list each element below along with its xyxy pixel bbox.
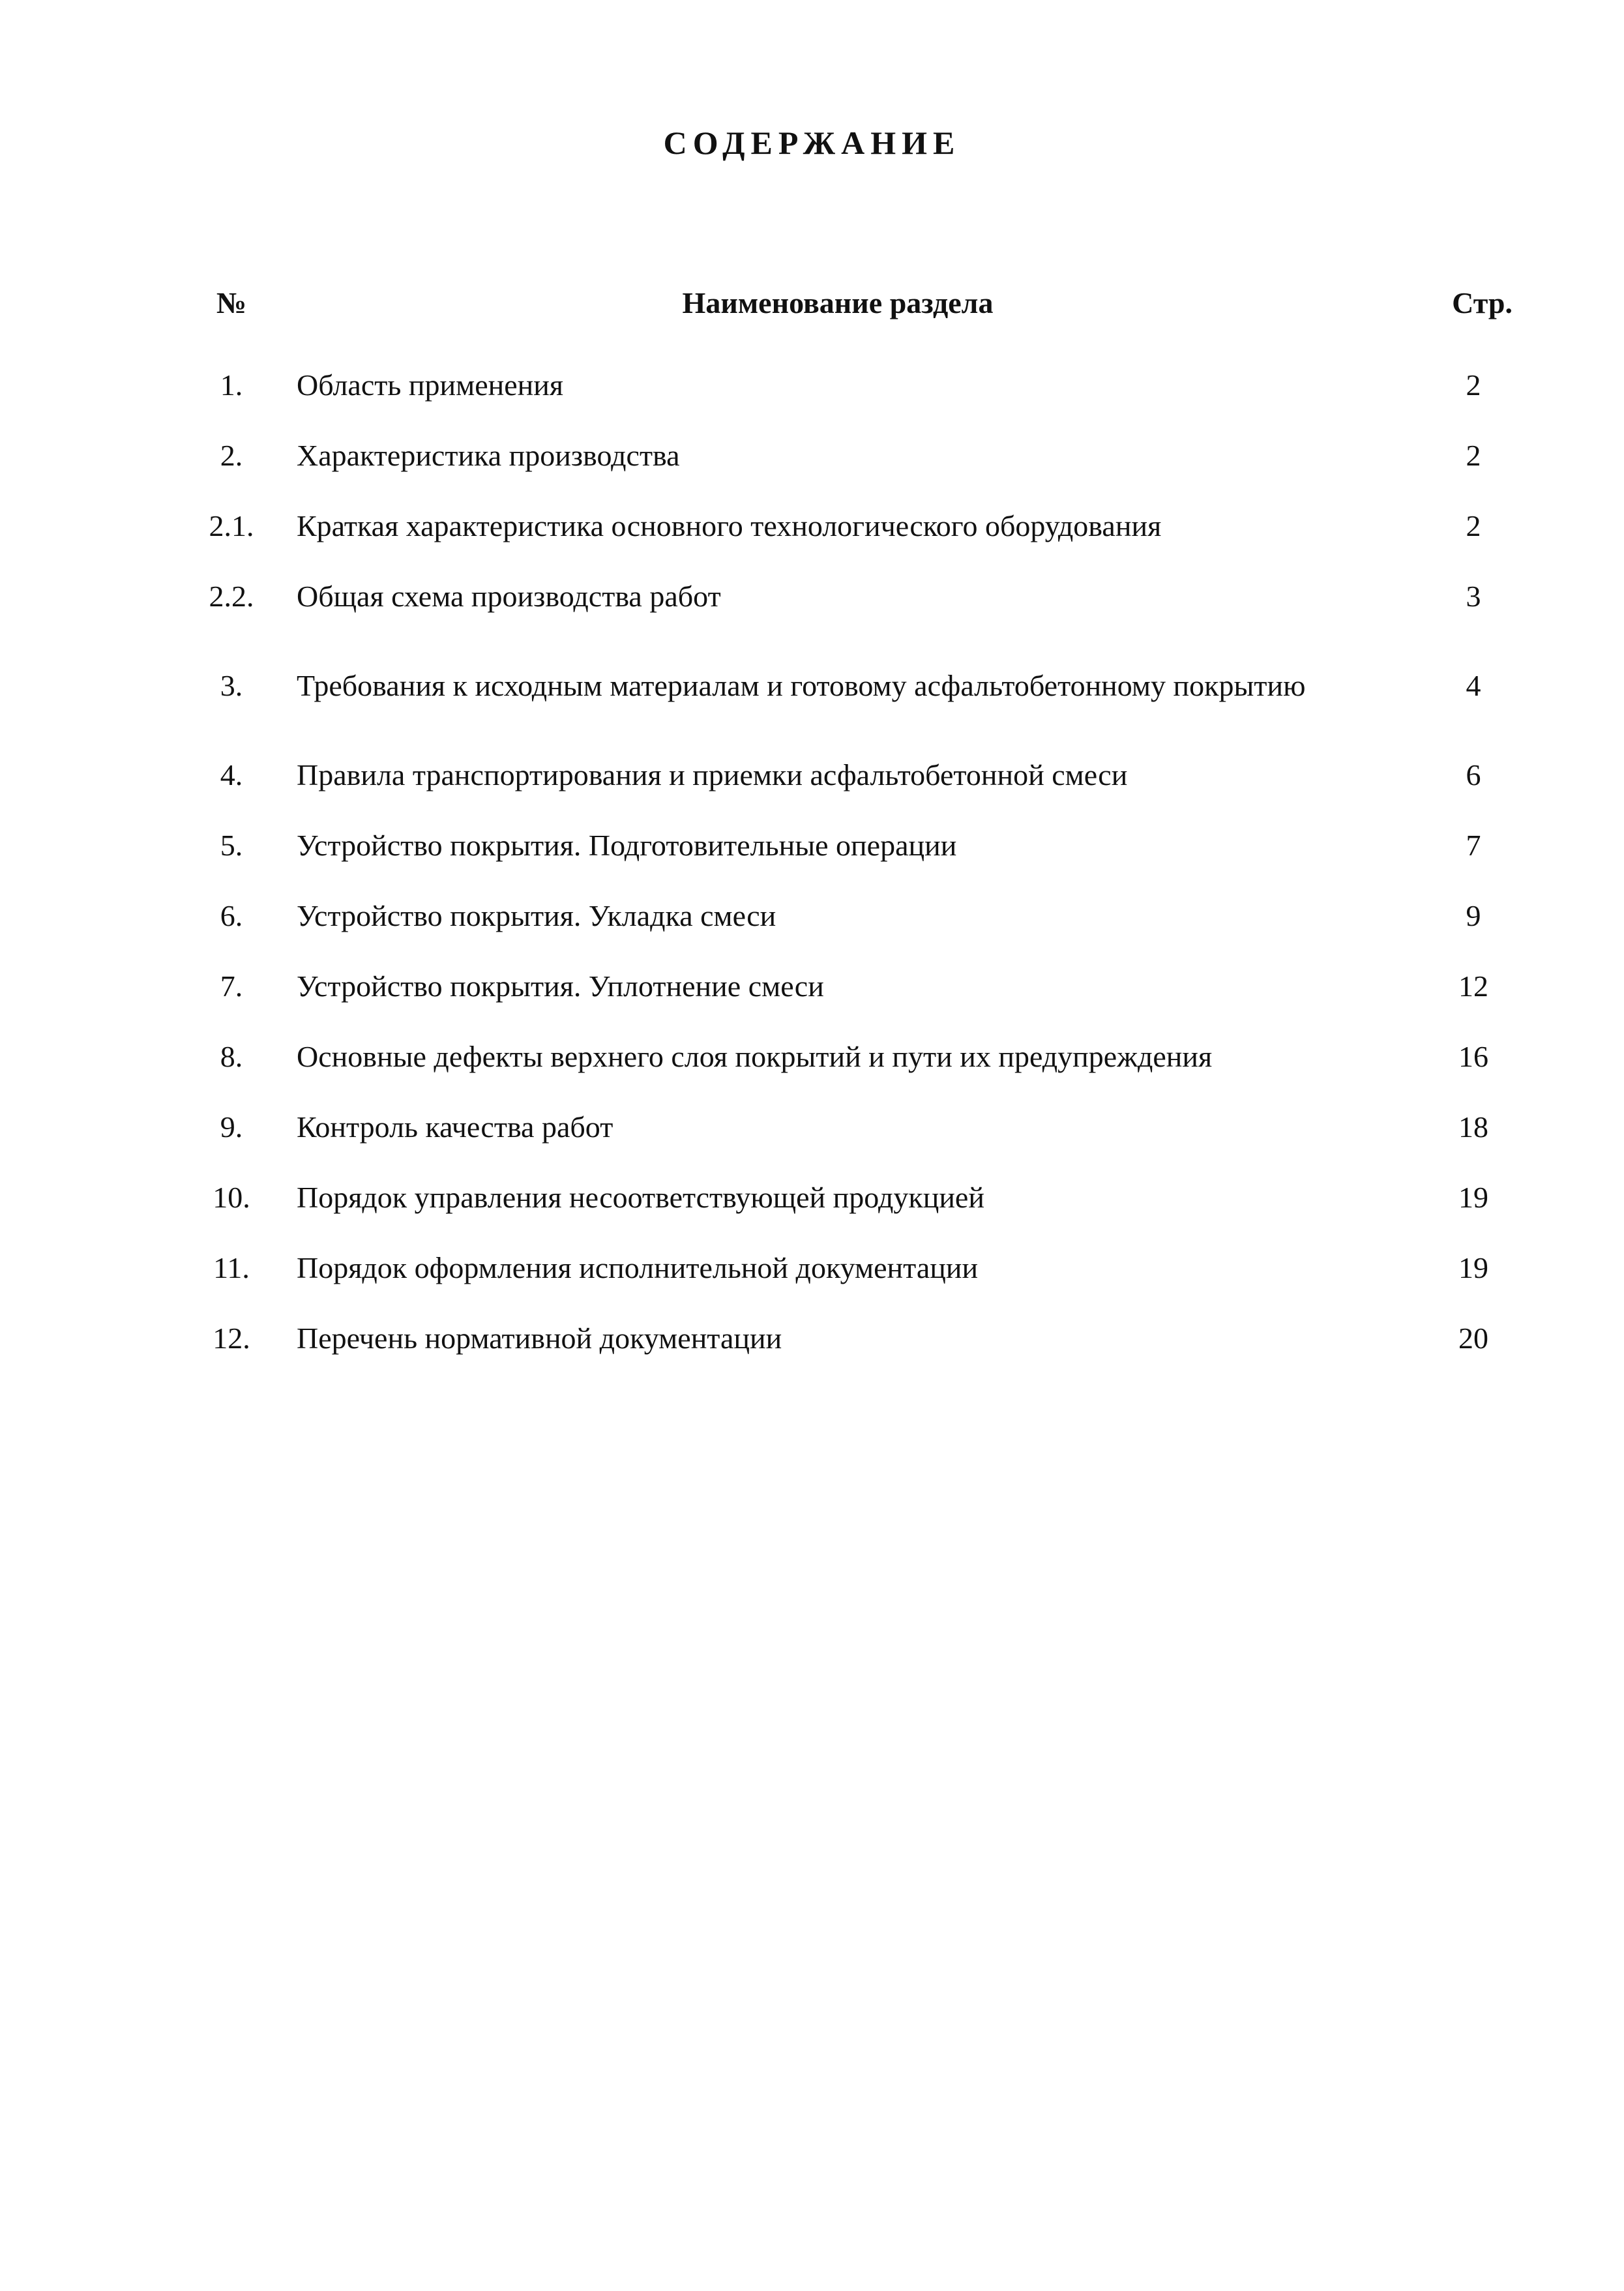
toc-header-row [196,280,1513,326]
section-title: Основные дефекты верхнего слоя покрытий и пути их предупреждения [297,1040,1213,1073]
section-title: Устройство покрытия. Укладка смеси [297,899,776,932]
page-number: 3 [1466,580,1481,613]
page-number: 2 [1466,509,1481,542]
section-number: 11. [213,1251,250,1284]
toc-row [196,740,1513,810]
toc-row [196,1233,1513,1303]
section-title: Общая схема производства работ [297,580,721,613]
page-title: СОДЕРЖАНИЕ [663,125,961,161]
section-title: Требования к исходным материалам и готовому асфальтобетонному покрытию [297,669,1306,702]
section-title: Порядок управления несоответствующей продукцией [297,1181,984,1214]
toc-row [196,421,1513,491]
toc-row [196,350,1513,421]
page-number: 6 [1466,758,1481,791]
page-number: 16 [1458,1040,1488,1073]
toc-row [196,1092,1513,1162]
section-number: 5. [220,829,243,862]
section-title: Правила транспортирования и приемки асфальтобетонной смеси [297,758,1128,791]
section-number: 8. [220,1040,243,1073]
section-title: Устройство покрытия. Подготовительные операции [297,829,957,862]
section-number: 10. [213,1181,250,1214]
section-title: Устройство покрытия. Уплотнение смеси [297,969,824,1003]
section-title: Характеристика производства [297,439,680,472]
section-number: 2.1. [209,509,254,542]
page-number: 18 [1458,1110,1488,1144]
section-title: Порядок оформления исполнительной документации [297,1251,979,1284]
page-number: 19 [1458,1181,1488,1214]
toc-row [196,632,1513,740]
section-number: 2.2. [209,580,254,613]
toc-row [196,561,1513,632]
table-of-contents [196,280,1513,1374]
page-number: 7 [1466,829,1481,862]
page-number: 19 [1458,1251,1488,1284]
page-number: 12 [1458,969,1488,1003]
section-title: Краткая характеристика основного технологического оборудования [297,509,1162,542]
toc-row [196,491,1513,561]
toc-row [196,1162,1513,1233]
section-number: 2. [220,439,243,472]
page-column-header: Стр. [1452,286,1513,319]
section-number: 3. [220,669,243,702]
section-title: Перечень нормативной документации [297,1322,782,1355]
toc-row [196,881,1513,951]
section-number: 12. [213,1322,250,1355]
page-number: 2 [1466,368,1481,402]
section-title: Контроль качества работ [297,1110,613,1144]
toc-row [196,1022,1513,1092]
page-number: 9 [1466,899,1481,932]
page-number: 20 [1458,1322,1488,1355]
page-number: 4 [1466,669,1481,702]
toc-row [196,1303,1513,1374]
section-number: 4. [220,758,243,791]
number-column-header: № [216,286,247,319]
section-column-header: Наименование раздела [682,286,994,319]
toc-row [196,951,1513,1022]
section-number: 9. [220,1110,243,1144]
section-number: 6. [220,899,243,932]
section-number: 1. [220,368,243,402]
section-number: 7. [220,969,243,1003]
page-number: 2 [1466,439,1481,472]
toc-row [196,810,1513,881]
section-title: Область применения [297,368,564,402]
